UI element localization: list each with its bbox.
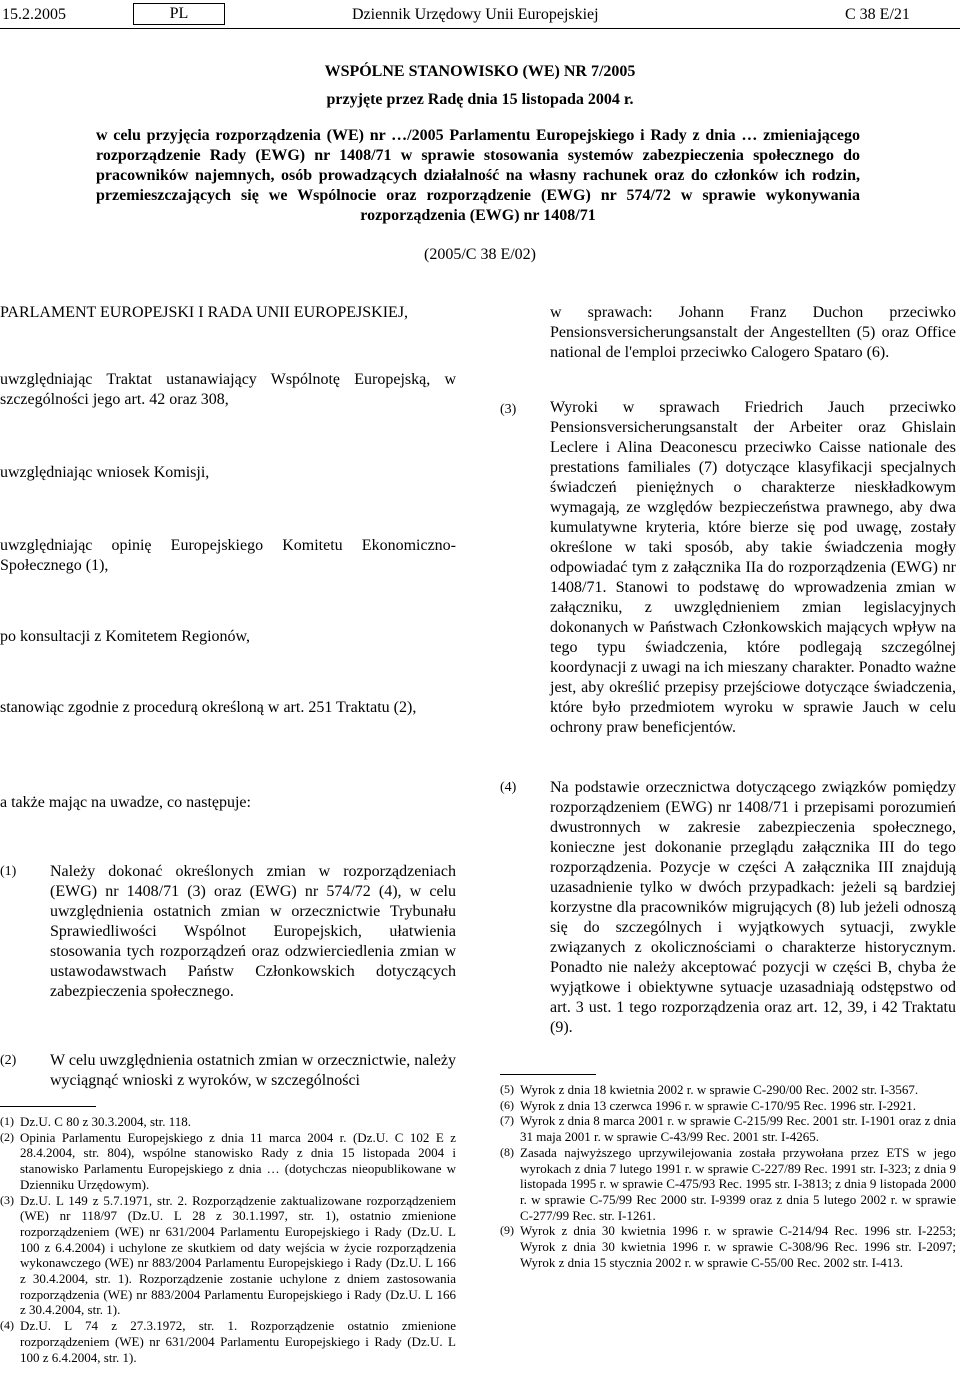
footnote-text: Wyrok z dnia 8 marca 2001 r. w sprawie C-215/99 Rec. 2001 str. I-1901 oraz z dnia 31 maja 2001 r. w sprawie C-43/99 Rec. 2001 str. I-4265.	[520, 1113, 956, 1145]
item1-number: (1)	[0, 864, 17, 879]
footnote-number: (6)	[500, 1097, 514, 1112]
recital-procedure: stanowiąc zgodnie z procedurą określoną w art. 251 Traktatu (2),	[0, 699, 417, 716]
footnotes-right	[500, 1082, 956, 1270]
footnote-text: Wyrok z dnia 18 kwietnia 2002 r. w sprawie C-290/00 Rec. 2002 str. I-3567.	[520, 1082, 919, 1097]
document-code: (2005/C 38 E/02)	[424, 246, 536, 263]
page-header	[0, 2, 960, 34]
footnote-8	[500, 1145, 956, 1224]
footnote-5	[500, 1082, 956, 1098]
footnote-number: (4)	[0, 1318, 14, 1333]
publication-date: 15.2.2005	[2, 6, 66, 23]
footnote-number: (8)	[500, 1144, 514, 1159]
item4-number: (4)	[500, 780, 517, 795]
footnote-text: Dz.U. C 80 z 30.3.2004, str. 118.	[20, 1114, 192, 1129]
footnote-number: (5)	[500, 1082, 514, 1096]
item2-number: (2)	[0, 1053, 17, 1068]
item2-text: W celu uwzględnienia ostatnich zmian w orzecznictwie, należy wyciągnąć wnioski z wyroków, w szczególności	[50, 1052, 456, 1089]
footnote-text: Wyrok z dnia 13 czerwca 1996 r. w sprawie C-170/95 Rec. 1996 str. I-2921.	[520, 1097, 916, 1113]
footnote-number: (2)	[0, 1129, 14, 1144]
item3-text: Wyroki w sprawach Friedrich Jauch przeciwko Pensionsversicherungsanstalt der Arbeiter oraz Ghislain Leclere i Alina Deaconescu przeciwko Caisse nationale des prestations familiales (7) dotyczące klasyfikacji specjalnych świadczeń pieniężnych o charakterze nieskładkowym wymagają, ze względów bezpieczeństwa prawnego, aby dwa kumulatywne kryteria, które bierze się pod uwagę, zostały określone w taki sposób, aby takie świadczenia mogły odpowiadać tym z załącznika IIa do rozporządzenia (EWG) nr 1408/71. Stanowi to podstawę do wprowadzenia zmian w załączniku, z uwzględnieniem zmian legislacyjnych dokonanych w Państwach Członkowskich mających wpływ na tego typu świadczenia, które podlegają szczególnej koordynacji z uwagi na ich mieszany charakter. Ponadto ważne jest, aby określić przepisy przejściowe dotyczące świadczenia, które było przedmiotem wyroku w sprawie Jauch w celu ochrony praw beneficjentów.	[550, 399, 956, 736]
footnote-number: (9)	[500, 1223, 514, 1238]
footnote-7	[500, 1113, 956, 1144]
footnote-9	[500, 1223, 956, 1270]
footnote-3	[0, 1193, 456, 1319]
footnote-6	[500, 1098, 956, 1114]
footnote-2	[0, 1130, 456, 1193]
header-rule	[0, 28, 960, 29]
item3-number: (3)	[500, 402, 517, 417]
recital-regions: po konsultacji z Komitetem Regionów,	[0, 628, 251, 645]
item2-continuation: w sprawach: Johann Franz Duchon przeciwko Pensionsversicherungsanstalt der Angestellten (5) oraz Office national de l'emploi przeciwko Calogero Spataro (6).	[550, 304, 956, 361]
journal-name: Dziennik Urzędowy Unii Europejskiej	[352, 6, 599, 23]
journal-reference: C 38 E/21	[845, 6, 910, 23]
recital-proposal: uwzględniając wniosek Komisji,	[0, 464, 210, 481]
footnote-text: Dz.U. L 74 z 27.3.1972, str. 1. Rozporządzenie ostatnio zmienione rozporządzeniem (WE) nr 631/2004 Parlamentu Europejskiego i Rady (Dz.U. L 100 z 6.4.2004, str. 1).	[20, 1318, 456, 1365]
document-purpose: w celu przyjęcia rozporządzenia (WE) nr …/2005 Parlamentu Europejskiego i Rady z dnia … zmieniającego rozporządzenie Rady (EWG) nr 1408/71 w sprawie stosowania systemów zabezpieczenia społecznego do pracowników najemnych, osób prowadzących działalność na własny rachunek oraz do członków ich rodzin, przemieszczających się we Wspólnocie oraz rozporządzenie (EWG) nr 574/72 w sprawie wykonywania rozporządzenia (EWG) nr 1408/71	[96, 127, 860, 224]
document-title: WSPÓLNE STANOWISKO (WE) NR 7/2005	[324, 63, 636, 80]
document-subtitle: przyjęte przez Radę dnia 15 listopada 2004 r.	[326, 91, 634, 108]
footnotes-left	[0, 1114, 456, 1365]
footnote-text: Zasada najwyższego uprzywilejowania została przywołana przez ETS w jego wyrokach z dnia 7 lutego 1991 r. w sprawie C-227/89 Rec. 1991 str. I-323; z dnia 9 listopada 1995 r. w sprawie C-475/93 Rec. 1995 str. I-3813; z dnia 9 listopada 2000 r. w sprawie C-75/99 Rec 2000 str. I-9399 oraz z dnia 5 lutego 2002 r. w sprawie C-277/99 Rec. str. I-1261.	[520, 1144, 956, 1223]
whereas-line: a także mając na uwadze, co następuje:	[0, 794, 251, 811]
footnote-4	[0, 1318, 456, 1365]
footnote-number: (3)	[0, 1192, 14, 1207]
footnote-text: Wyrok z dnia 30 kwietnia 1996 r. w sprawie C-214/94 Rec. 1996 str. I-2253; Wyrok z dnia 30 kwietnia 1996 r. w sprawie C-308/96 Rec. 1996 str. I-2097; Wyrok z dnia 15 stycznia 2002 r. w sprawie C-55/00 Rec. 2002 str. I-413.	[520, 1223, 956, 1270]
footnote-1	[0, 1114, 456, 1130]
recital-eesc: uwzględniając opinię Europejskiego Komitetu Ekonomiczno-Społecznego (1),	[0, 537, 456, 574]
footnote-number: (1)	[0, 1114, 14, 1128]
footnote-text: Dz.U. L 149 z 5.7.1971, str. 2. Rozporządzenie zaktualizowane rozporządzeniem (WE) nr 118/97 (Dz.U. L 28 z 30.1.1997, str. 1), ostatnio zmienione rozporządzeniem (WE) nr 631/2004 Parlamentu Europejskiego i Rady (Dz.U. L 100 z 6.4.2004) i uchylone ze skutkiem od daty wejścia w życie rozporządzenia wykonawczego (WE) nr 883/2004 Parlamentu Europejskiego i Rady (Dz.U. L 166 z 30.4.2004, str. 1). Rozporządzenie zostanie uchylone z dniem zastosowania rozporządzenia (WE) nr 883/2004 Parlamentu Europejskiego i Rady (Dz.U. L 166 z 30.4.2004, str. 1).	[20, 1192, 456, 1318]
language-badge: PL	[133, 3, 225, 25]
footnote-rule-left	[0, 1106, 96, 1107]
item4-text: Na podstawie orzecznictwa dotyczącego związków pomiędzy rozporządzeniem (EWG) nr 1408/71 i przepisami porozumień dwustronnych w zakresie zabezpieczenia społecznego, konieczne jest dokonanie przeglądu załącznika III do tego rozporządzenia. Pozycje w części A załącznika III znajdują uzasadnienie tylko w dwóch przypadkach: jeżeli są bardziej korzystne dla pracowników migrujących (8) lub jeżeli odnoszą się do szczególnych i wyjątkowych sytuacji, zwykle związanych z okolicznościami o charakterze historycznym. Ponadto nie należy akceptować pozycji w części B, chyba że wyjątkowe i obiektywne sytuacje uzasadniają odstępstwo od art. 3 ust. 1 tego rozporządzenia oraz art. 12, 39, i 42 Traktatu (9).	[550, 779, 956, 1036]
footnote-number: (7)	[500, 1113, 514, 1128]
parliament-line: PARLAMENT EUROPEJSKI I RADA UNII EUROPEJSKIEJ,	[0, 304, 409, 321]
footnote-text: Opinia Parlamentu Europejskiego z dnia 11 marca 2004 r. (Dz.U. C 102 E z 28.4.2004, str. 804), wspólne stanowisko Rady z dnia 15 listopada 2004 i stanowisko Parlamentu Europejskiego z dnia … (dotychczas nieopublikowane w Dzienniku Urzędowym).	[20, 1129, 456, 1192]
item1-text: Należy dokonać określonych zmian w rozporządzeniach (EWG) nr 1408/71 (3) oraz (EWG) nr 574/72 (4), w celu uwzględnienia ostatnich zmian w orzecznictwie Trybunału Sprawiedliwości Wspólnot Europejskich, ułatwienia stosowania tych rozporządzeń oraz odzwierciedlenia zmian w ustawodawstwach Państw Członkowskich dotyczących zabezpieczenia społecznego.	[50, 863, 456, 1000]
footnote-rule-right	[500, 1074, 596, 1075]
recital-treaty: uwzględniając Traktat ustanawiający Wspólnotę Europejską, w szczególności jego art. 42 oraz 308,	[0, 371, 456, 408]
